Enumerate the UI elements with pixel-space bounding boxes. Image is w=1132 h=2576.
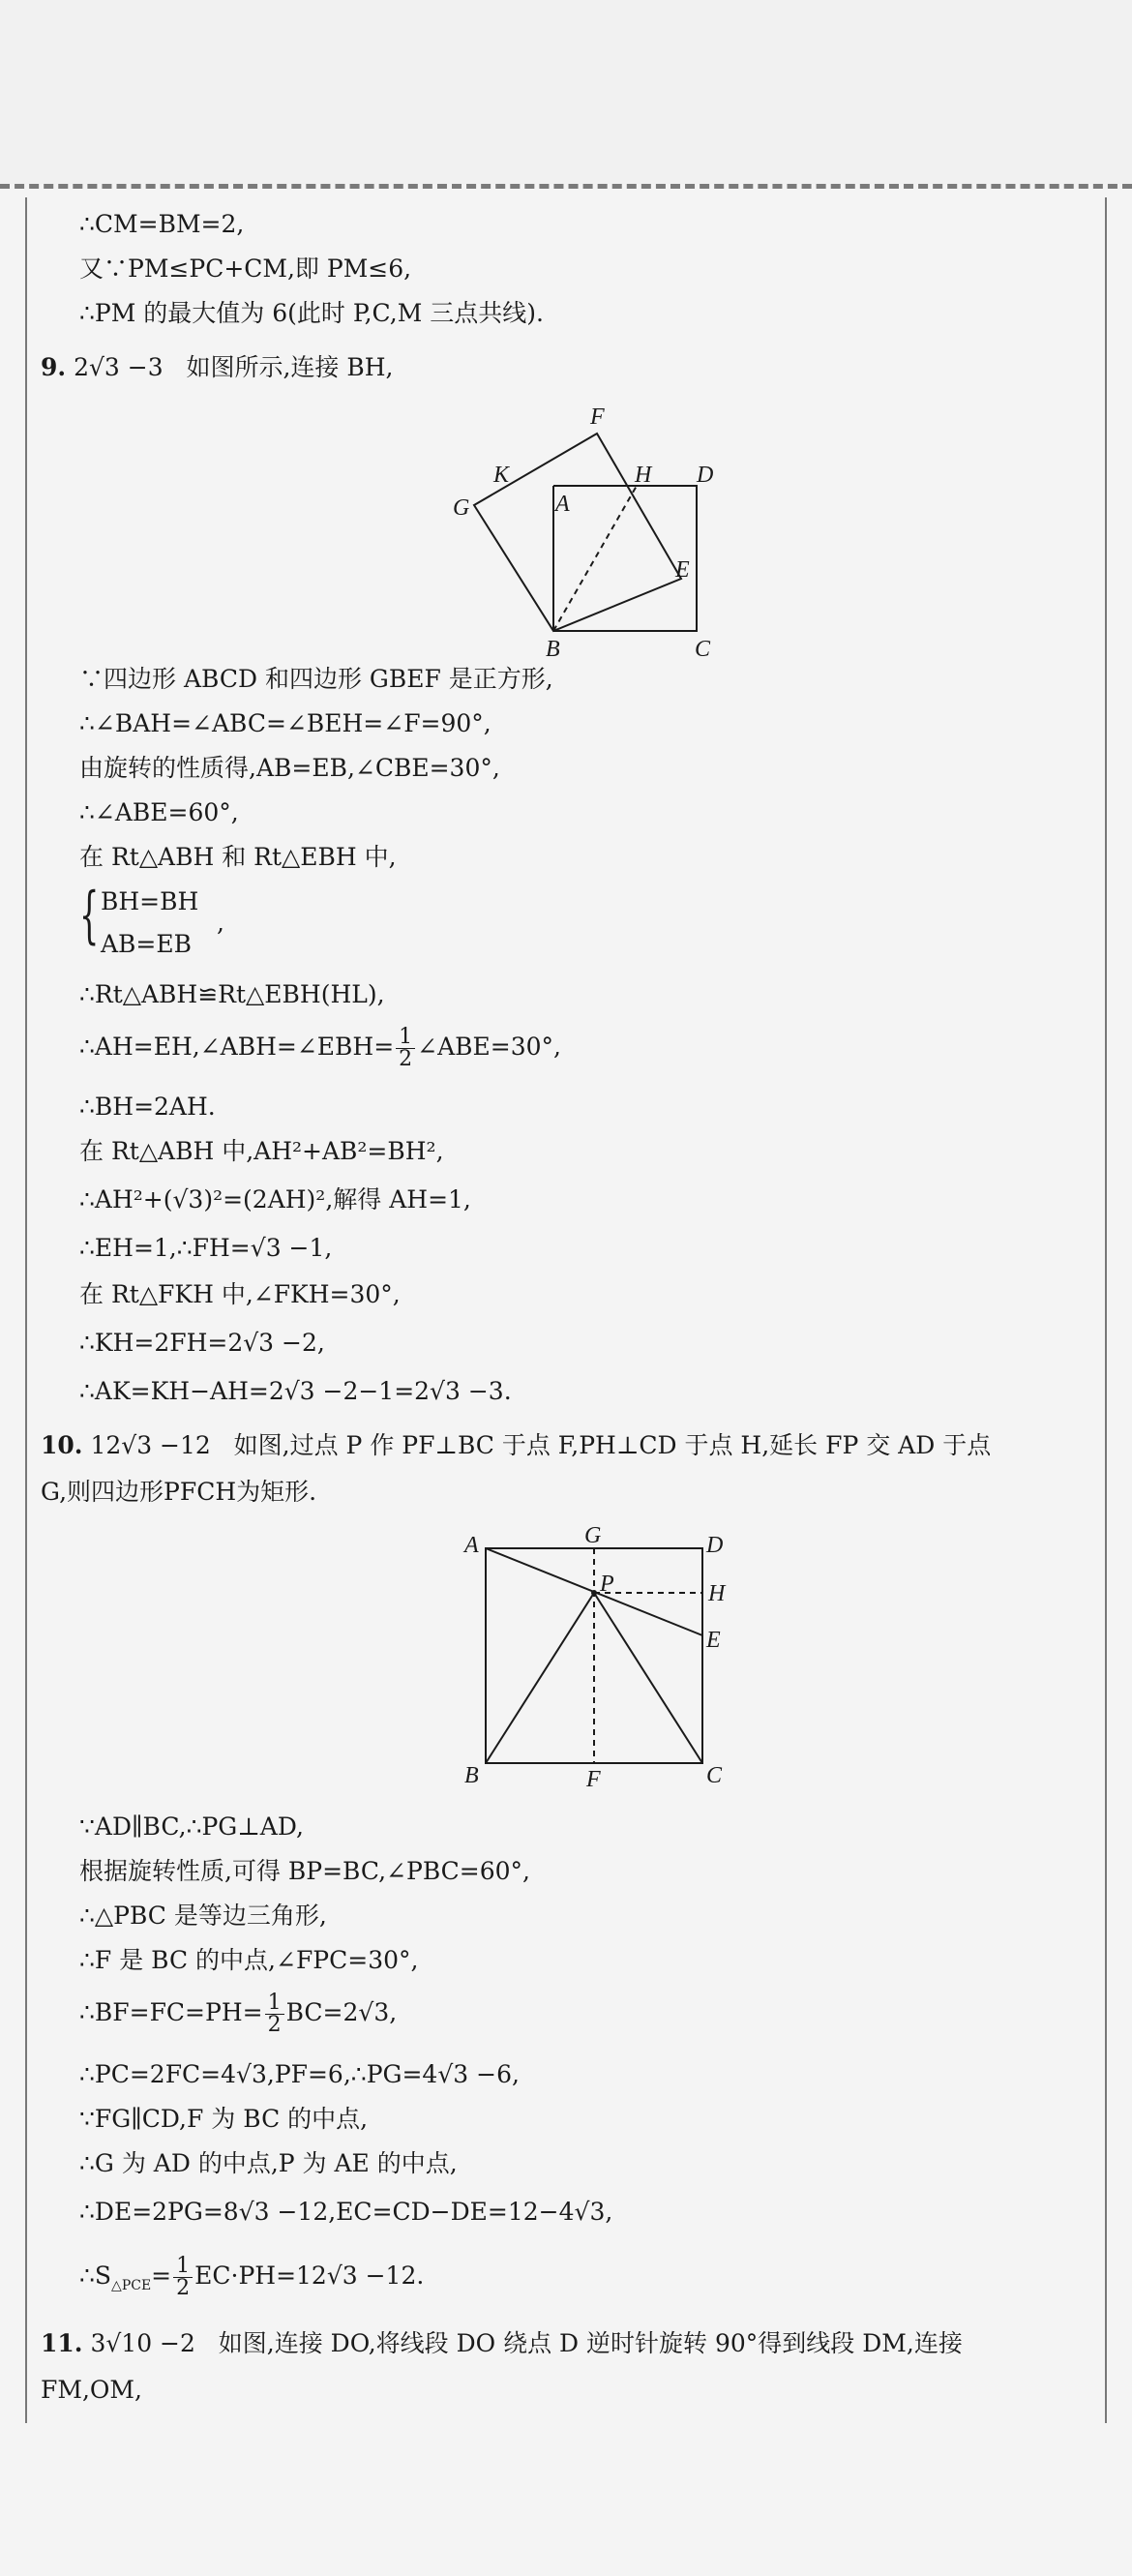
problem-number: 11. xyxy=(41,2329,83,2357)
label-B: B xyxy=(546,637,560,662)
answer: 3√10 −2 xyxy=(90,2329,195,2357)
text-line: ∴Rt△ABH≌Rt△EBH(HL), xyxy=(79,980,385,1008)
text-part: ∴AH=EH,∠ABH=∠EBH= xyxy=(79,1033,395,1061)
text-line xyxy=(79,1992,397,2036)
subscript: △PCE xyxy=(111,2278,152,2293)
text-line xyxy=(79,1026,561,1070)
label-K: K xyxy=(493,463,510,488)
text-line: FM,OM, xyxy=(41,2376,142,2404)
label-C: C xyxy=(695,637,711,662)
figure-problem-9 xyxy=(445,397,755,668)
label-E: E xyxy=(706,1628,721,1653)
label-A: A xyxy=(555,492,570,517)
text-line: ∴BH=2AH. xyxy=(79,1093,216,1121)
text-line: ∴F 是 BC 的中点,∠FPC=30°, xyxy=(79,1946,419,1974)
top-margin xyxy=(0,0,1132,184)
text-line: ∴CM=BM=2, xyxy=(79,210,245,238)
label-P: P xyxy=(600,1572,614,1597)
label-H: H xyxy=(635,463,652,488)
text-line xyxy=(79,2255,424,2307)
intro: 如图,连接 DO,将线段 DO 绕点 D 逆时针旋转 90°得到线段 DM,连接 xyxy=(218,2329,963,2357)
text-line: ∴AH²+(√3)²=(2AH)²,解得 AH=1, xyxy=(79,1185,471,1213)
text-line: ∴G 为 AD 的中点,P 为 AE 的中点, xyxy=(79,2149,458,2177)
system-eq-1: BH=BH xyxy=(101,887,199,915)
fraction xyxy=(396,1027,415,1070)
label-D: D xyxy=(697,463,714,488)
text-line: 由旋转的性质得,AB=EB,∠CBE=30°, xyxy=(79,754,500,782)
numerator: 1 xyxy=(173,2256,193,2278)
label-D: D xyxy=(706,1533,724,1558)
text-line: ∴EH=1,∴FH=√3 −1, xyxy=(79,1234,333,1262)
label-A: A xyxy=(464,1533,479,1558)
text-part: ∠ABE=30°, xyxy=(417,1033,561,1061)
problem-11-header xyxy=(41,2322,963,2365)
dashed-separator xyxy=(0,184,1132,189)
text-part: = xyxy=(151,2261,172,2290)
text-line: ∴∠BAH=∠ABC=∠BEH=∠F=90°, xyxy=(79,709,492,737)
label-C: C xyxy=(706,1763,723,1788)
intro: 如图,过点 P 作 PF⊥BC 于点 F,PH⊥CD 于点 H,延长 FP 交 AD 于点 xyxy=(233,1431,992,1459)
figure-problem-10 xyxy=(455,1519,755,1790)
text-part: BC=2√3, xyxy=(285,1998,398,2026)
text-line: 又∵PM≤PC+CM,即 PM≤6, xyxy=(79,255,412,283)
label-F: F xyxy=(586,1767,601,1790)
point-P-dot xyxy=(591,1590,597,1596)
fraction xyxy=(173,2256,193,2299)
problem-number: 10. xyxy=(41,1431,83,1459)
answer: 12√3 −12 xyxy=(90,1431,211,1459)
text-line: 根据旋转性质,可得 BP=BC,∠PBC=60°, xyxy=(79,1857,530,1885)
text-line: ∵AD∥BC,∴PG⊥AD, xyxy=(79,1812,304,1841)
text-line: G,则四边形PFCH为矩形. xyxy=(41,1478,317,1506)
label-H: H xyxy=(708,1581,726,1606)
label-E: E xyxy=(675,557,690,583)
text-line: ∴PM 的最大值为 6(此时 P,C,M 三点共线). xyxy=(79,299,544,327)
fraction xyxy=(265,1992,284,2036)
numerator: 1 xyxy=(265,1992,284,2015)
right-border xyxy=(1105,197,1107,2423)
text-line: ∴∠ABE=60°, xyxy=(79,798,239,826)
denominator: 2 xyxy=(267,2013,282,2037)
text-line: ∴△PBC 是等边三角形, xyxy=(79,1902,327,1930)
numerator: 1 xyxy=(396,1027,415,1049)
label-B: B xyxy=(464,1763,479,1788)
intro: 如图所示,连接 BH, xyxy=(186,353,394,381)
answer: 2√3 −3 xyxy=(74,353,164,381)
text-line: ∴AK=KH−AH=2√3 −2−1=2√3 −3. xyxy=(79,1377,512,1405)
label-G: G xyxy=(453,495,470,521)
system-eq-2: AB=EB xyxy=(101,930,192,958)
text-line: 在 Rt△FKH 中,∠FKH=30°, xyxy=(79,1280,401,1308)
left-border xyxy=(25,197,27,2423)
text-line: 在 Rt△ABH 和 Rt△EBH 中, xyxy=(79,843,397,871)
text-part: ∴S xyxy=(79,2261,112,2290)
text-part: ∴BF=FC=PH= xyxy=(79,1998,263,2026)
text-line: 在 Rt△ABH 中,AH²+AB²=BH², xyxy=(79,1137,444,1165)
label-G: G xyxy=(584,1523,602,1548)
text-line: ∴DE=2PG=8√3 −12,EC=CD−DE=12−4√3, xyxy=(79,2198,613,2226)
denominator: 2 xyxy=(176,2276,191,2300)
text-part: EC·PH=12√3 −12. xyxy=(194,2261,425,2290)
denominator: 2 xyxy=(399,1047,413,1071)
problem-9-header xyxy=(41,346,393,389)
problem-number: 9. xyxy=(41,353,67,381)
system-comma: , xyxy=(217,909,224,937)
left-brace: { xyxy=(79,880,100,951)
text-line: ∵四边形 ABCD 和四边形 GBEF 是正方形, xyxy=(79,665,553,693)
label-F: F xyxy=(590,404,605,430)
problem-10-header xyxy=(41,1424,991,1467)
text-line: ∴KH=2FH=2√3 −2, xyxy=(79,1329,325,1357)
text-line: ∵FG∥CD,F 为 BC 的中点, xyxy=(79,2105,369,2133)
text-line: ∴PC=2FC=4√3,PF=6,∴PG=4√3 −6, xyxy=(79,2060,520,2088)
